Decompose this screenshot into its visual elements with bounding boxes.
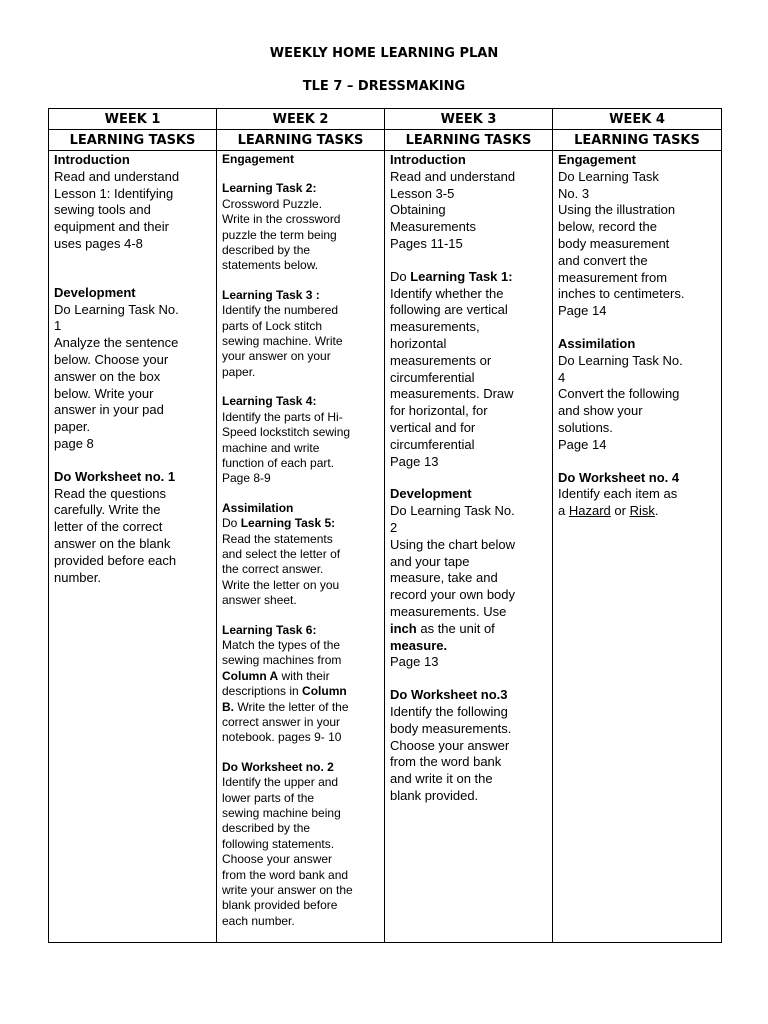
text-fragment: . — [654, 503, 659, 519]
learning-task-6-heading: Learning Task 6: — [222, 622, 317, 637]
text-line: Identify each item as — [558, 486, 678, 502]
text-line: and convert the — [558, 252, 648, 268]
text-line: and show your — [558, 403, 643, 419]
tasks-row — [49, 151, 722, 943]
text-line: Measurements — [390, 219, 476, 235]
text-line: below, record the — [558, 219, 658, 235]
week-1-cell — [49, 151, 217, 943]
learning-task-1-heading: Learning Task 1: — [410, 268, 513, 284]
document-title: WEEKLY HOME LEARNING PLAN — [269, 46, 499, 61]
text-line: Identify the numbered — [222, 303, 339, 318]
text-fragment: Do — [390, 268, 411, 284]
text-line: correct answer in your — [222, 715, 341, 729]
text-line: Do Learning Task No. — [390, 503, 515, 519]
document-subtitle: TLE 7 – DRESSMAKING — [302, 79, 466, 94]
text-line: Crossword Puzzle. — [222, 196, 323, 211]
text-line: Read the questions — [54, 485, 167, 501]
hazard-term: Hazard — [568, 503, 611, 519]
worksheet-3-heading: Do Worksheet no.3 — [390, 687, 508, 703]
week-header-row — [49, 109, 722, 130]
text-line: the correct answer. — [222, 562, 324, 577]
development-heading: Development — [54, 284, 136, 300]
text-line: Do Learning Task No. — [558, 352, 683, 368]
text-fragment: a — [558, 503, 569, 519]
text-line: your answer on your — [222, 349, 331, 364]
text-line: and write it on the — [390, 771, 493, 787]
text-fragment: as the unit of — [416, 620, 495, 636]
text-line: Lesson 3-5 — [390, 185, 455, 201]
text-line: body measurement — [558, 235, 670, 251]
text-line: Page 13 — [390, 654, 439, 670]
text-line: Choose your answer — [390, 737, 510, 753]
text-line: notebook. pages 9- 10 — [222, 730, 342, 745]
week-1-header: WEEK 1 — [49, 109, 217, 130]
inch-label: inch — [390, 620, 417, 636]
text-line: inches to centimeters. — [558, 286, 685, 302]
text-line: parts of Lock stitch — [222, 318, 323, 333]
text-line: Read and understand — [54, 168, 180, 184]
text-line: Do Learning Task — [558, 168, 659, 184]
text-line: carefully. Write the — [54, 502, 161, 518]
text-fragment: descriptions in — [222, 684, 303, 699]
text-line: Do Learning Task No. — [54, 301, 179, 317]
measure-label: measure. — [390, 637, 448, 653]
text-line: Lesson 1: Identifying — [54, 185, 174, 201]
worksheet-4-heading: Do Worksheet no. 4 — [558, 469, 680, 485]
engagement-heading: Engagement — [222, 152, 295, 166]
text-line: sewing machine. Write — [222, 334, 343, 349]
text-line: blank provided. — [390, 787, 479, 803]
worksheet-1-heading: Do Worksheet no. 1 — [54, 468, 176, 484]
text-line: following are vertical — [390, 302, 508, 318]
text-line: Page 14 — [558, 436, 607, 452]
learning-task-3-heading: Learning Task 3 : — [222, 287, 320, 302]
text-line: Page 13 — [390, 453, 439, 469]
assimilation-heading: Assimilation — [558, 335, 636, 351]
text-line: described by the — [222, 821, 311, 836]
text-line: Write the letter on you — [222, 577, 340, 592]
text-line: Page 14 — [558, 303, 607, 319]
text-line: write your answer on the — [222, 883, 353, 898]
week-3-header: WEEK 3 — [385, 109, 553, 130]
text-line: Page 8-9 — [222, 471, 271, 486]
week-3-cell — [385, 151, 553, 943]
text-line: Choose your answer — [222, 852, 333, 867]
learning-task-5-heading: Learning Task 5: — [240, 516, 336, 531]
text-line: sewing tools and — [54, 202, 151, 218]
text-line: measurements or — [390, 352, 492, 368]
text-line: each number. — [222, 913, 295, 928]
text-line: below. Choose your — [54, 351, 169, 367]
text-line: equipment and their — [54, 219, 169, 235]
learning-tasks-header: LEARNING TASKS — [385, 130, 553, 151]
text-line: following statements. — [222, 836, 335, 851]
text-line: number. — [54, 569, 101, 585]
text-line: sewing machines from — [222, 653, 342, 668]
week-4-cell — [553, 151, 722, 943]
text-line: No. 3 — [558, 185, 590, 201]
text-line: Using the illustration — [558, 202, 676, 218]
week-2-header: WEEK 2 — [217, 109, 385, 130]
introduction-heading: Introduction — [54, 152, 130, 167]
text-line: below. Write your — [54, 385, 154, 401]
text-line: page 8 — [54, 435, 94, 451]
text-line: function of each part. — [222, 455, 335, 470]
text-fragment: with their — [278, 668, 330, 683]
text-line: from the word bank and — [222, 867, 349, 882]
text-line: Using the chart below — [390, 536, 516, 552]
learning-tasks-header: LEARNING TASKS — [217, 130, 385, 151]
text-line: Speed lockstitch sewing — [222, 425, 351, 440]
text-line: puzzle the term being — [222, 227, 337, 242]
week-4-header: WEEK 4 — [553, 109, 722, 130]
worksheet-2-heading: Do Worksheet no. 2 — [222, 759, 334, 774]
development-heading: Development — [390, 486, 472, 502]
text-line: Identify whether the — [390, 285, 504, 301]
text-line: Pages 11-15 — [390, 235, 463, 251]
text-line: horizontal — [390, 335, 447, 351]
text-line: Convert the following — [558, 386, 680, 402]
text-line: sewing machine being — [222, 806, 341, 821]
text-line: uses pages 4-8 — [54, 235, 143, 251]
text-line: measurement from — [558, 269, 668, 285]
text-line: Match the types of the — [222, 637, 341, 652]
text-line: described by the — [222, 243, 311, 258]
text-line: body measurements. — [390, 720, 512, 736]
learning-task-2-heading: Learning Task 2: — [222, 181, 317, 196]
text-line: lower parts of the — [222, 790, 315, 805]
learning-task-4-heading: Learning Task 4: — [222, 394, 317, 409]
text-line: Read and understand — [390, 168, 516, 184]
text-line: measurements, — [390, 319, 480, 335]
text-line: 4 — [558, 369, 566, 385]
text-line: paper. — [54, 419, 91, 435]
learning-tasks-header: LEARNING TASKS — [49, 130, 217, 151]
text-line: 2 — [390, 519, 398, 535]
text-line: Identify the parts of Hi- — [222, 409, 343, 424]
text-line: machine and write — [222, 440, 320, 455]
text-fragment: Do — [222, 516, 241, 531]
text-line: from the word bank — [390, 754, 502, 770]
learning-tasks-header: LEARNING TASKS — [553, 130, 722, 151]
text-line: measurements. Draw — [390, 386, 514, 402]
text-line: answer sheet. — [222, 593, 297, 608]
text-line: solutions. — [558, 419, 613, 435]
text-line: paper. — [222, 364, 256, 379]
engagement-heading: Engagement — [558, 152, 637, 167]
learning-plan-table — [48, 108, 722, 943]
week-2-cell — [217, 151, 385, 943]
task-header-row — [49, 130, 722, 151]
text-fragment: or — [610, 503, 630, 519]
text-line: answer on the blank — [54, 535, 171, 551]
text-line: provided before each — [54, 552, 177, 568]
column-a-label: Column A — [222, 668, 279, 683]
text-line: 1 — [54, 318, 62, 334]
text-line: letter of the correct — [54, 519, 163, 535]
text-line: circumferential — [390, 436, 475, 452]
column-b-label-end: B. — [222, 699, 234, 714]
text-line: measurements. Use — [390, 603, 507, 619]
text-line: Analyze the sentence — [54, 335, 179, 351]
text-line: answer in your pad — [54, 402, 164, 418]
text-line: circumferential — [390, 369, 475, 385]
text-line: blank provided before — [222, 898, 338, 913]
text-line: Obtaining — [390, 202, 446, 218]
text-fragment: Write the letter of the — [234, 699, 349, 714]
column-b-label: Column — [302, 684, 347, 699]
text-line: answer on the box — [54, 368, 161, 384]
text-line: Identify the following — [390, 703, 508, 719]
text-line: and your tape — [390, 553, 470, 569]
text-line: measure, take and — [390, 570, 498, 586]
text-line: record your own body — [390, 587, 516, 603]
assimilation-heading: Assimilation — [222, 500, 294, 515]
risk-term: Risk — [629, 503, 655, 519]
text-line: and select the letter of — [222, 546, 341, 561]
text-line: for horizontal, for — [390, 403, 488, 419]
text-line: statements below. — [222, 258, 319, 273]
text-line: Write in the crossword — [222, 212, 341, 227]
introduction-heading: Introduction — [390, 152, 466, 167]
text-line: Identify the upper and — [222, 775, 339, 790]
text-line: Read the statements — [222, 531, 333, 546]
text-line: vertical and for — [390, 419, 476, 435]
